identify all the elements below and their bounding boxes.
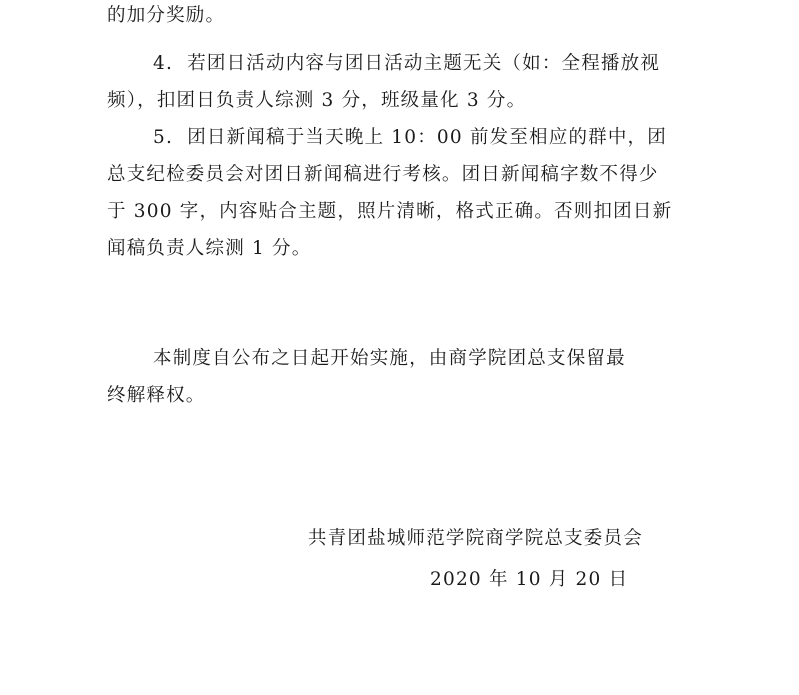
rule-5-line-2: 总支纪检委员会对团日新闻稿进行考核。团日新闻稿字数不得少 — [107, 164, 659, 185]
rule-5-line-1: 5. 团日新闻稿于当天晚上 10：00 前发至相应的群中，团 — [153, 127, 667, 148]
closing-line-1: 本制度自公布之日起开始实施，由商学院团总支保留最 — [153, 348, 626, 369]
paragraph-3-tail: 的加分奖励。 — [107, 5, 226, 26]
signature-organization: 共青团盐城师范学院商学院总支委员会 — [308, 528, 643, 549]
closing-line-2: 终解释权。 — [107, 385, 206, 406]
rule-5-line-3: 于 300 字，内容贴合主题，照片清晰，格式正确。否则扣团日新 — [107, 201, 673, 222]
rule-4-line-1: 4. 若团日活动内容与团日活动主题无关（如：全程播放视 — [153, 53, 661, 74]
rule-5-line-4: 闻稿负责人综测 1 分。 — [107, 238, 312, 259]
signature-date: 2020 年 10 月 20 日 — [430, 569, 629, 590]
rule-4-line-2: 频），扣团日负责人综测 3 分，班级量化 3 分。 — [107, 90, 527, 111]
